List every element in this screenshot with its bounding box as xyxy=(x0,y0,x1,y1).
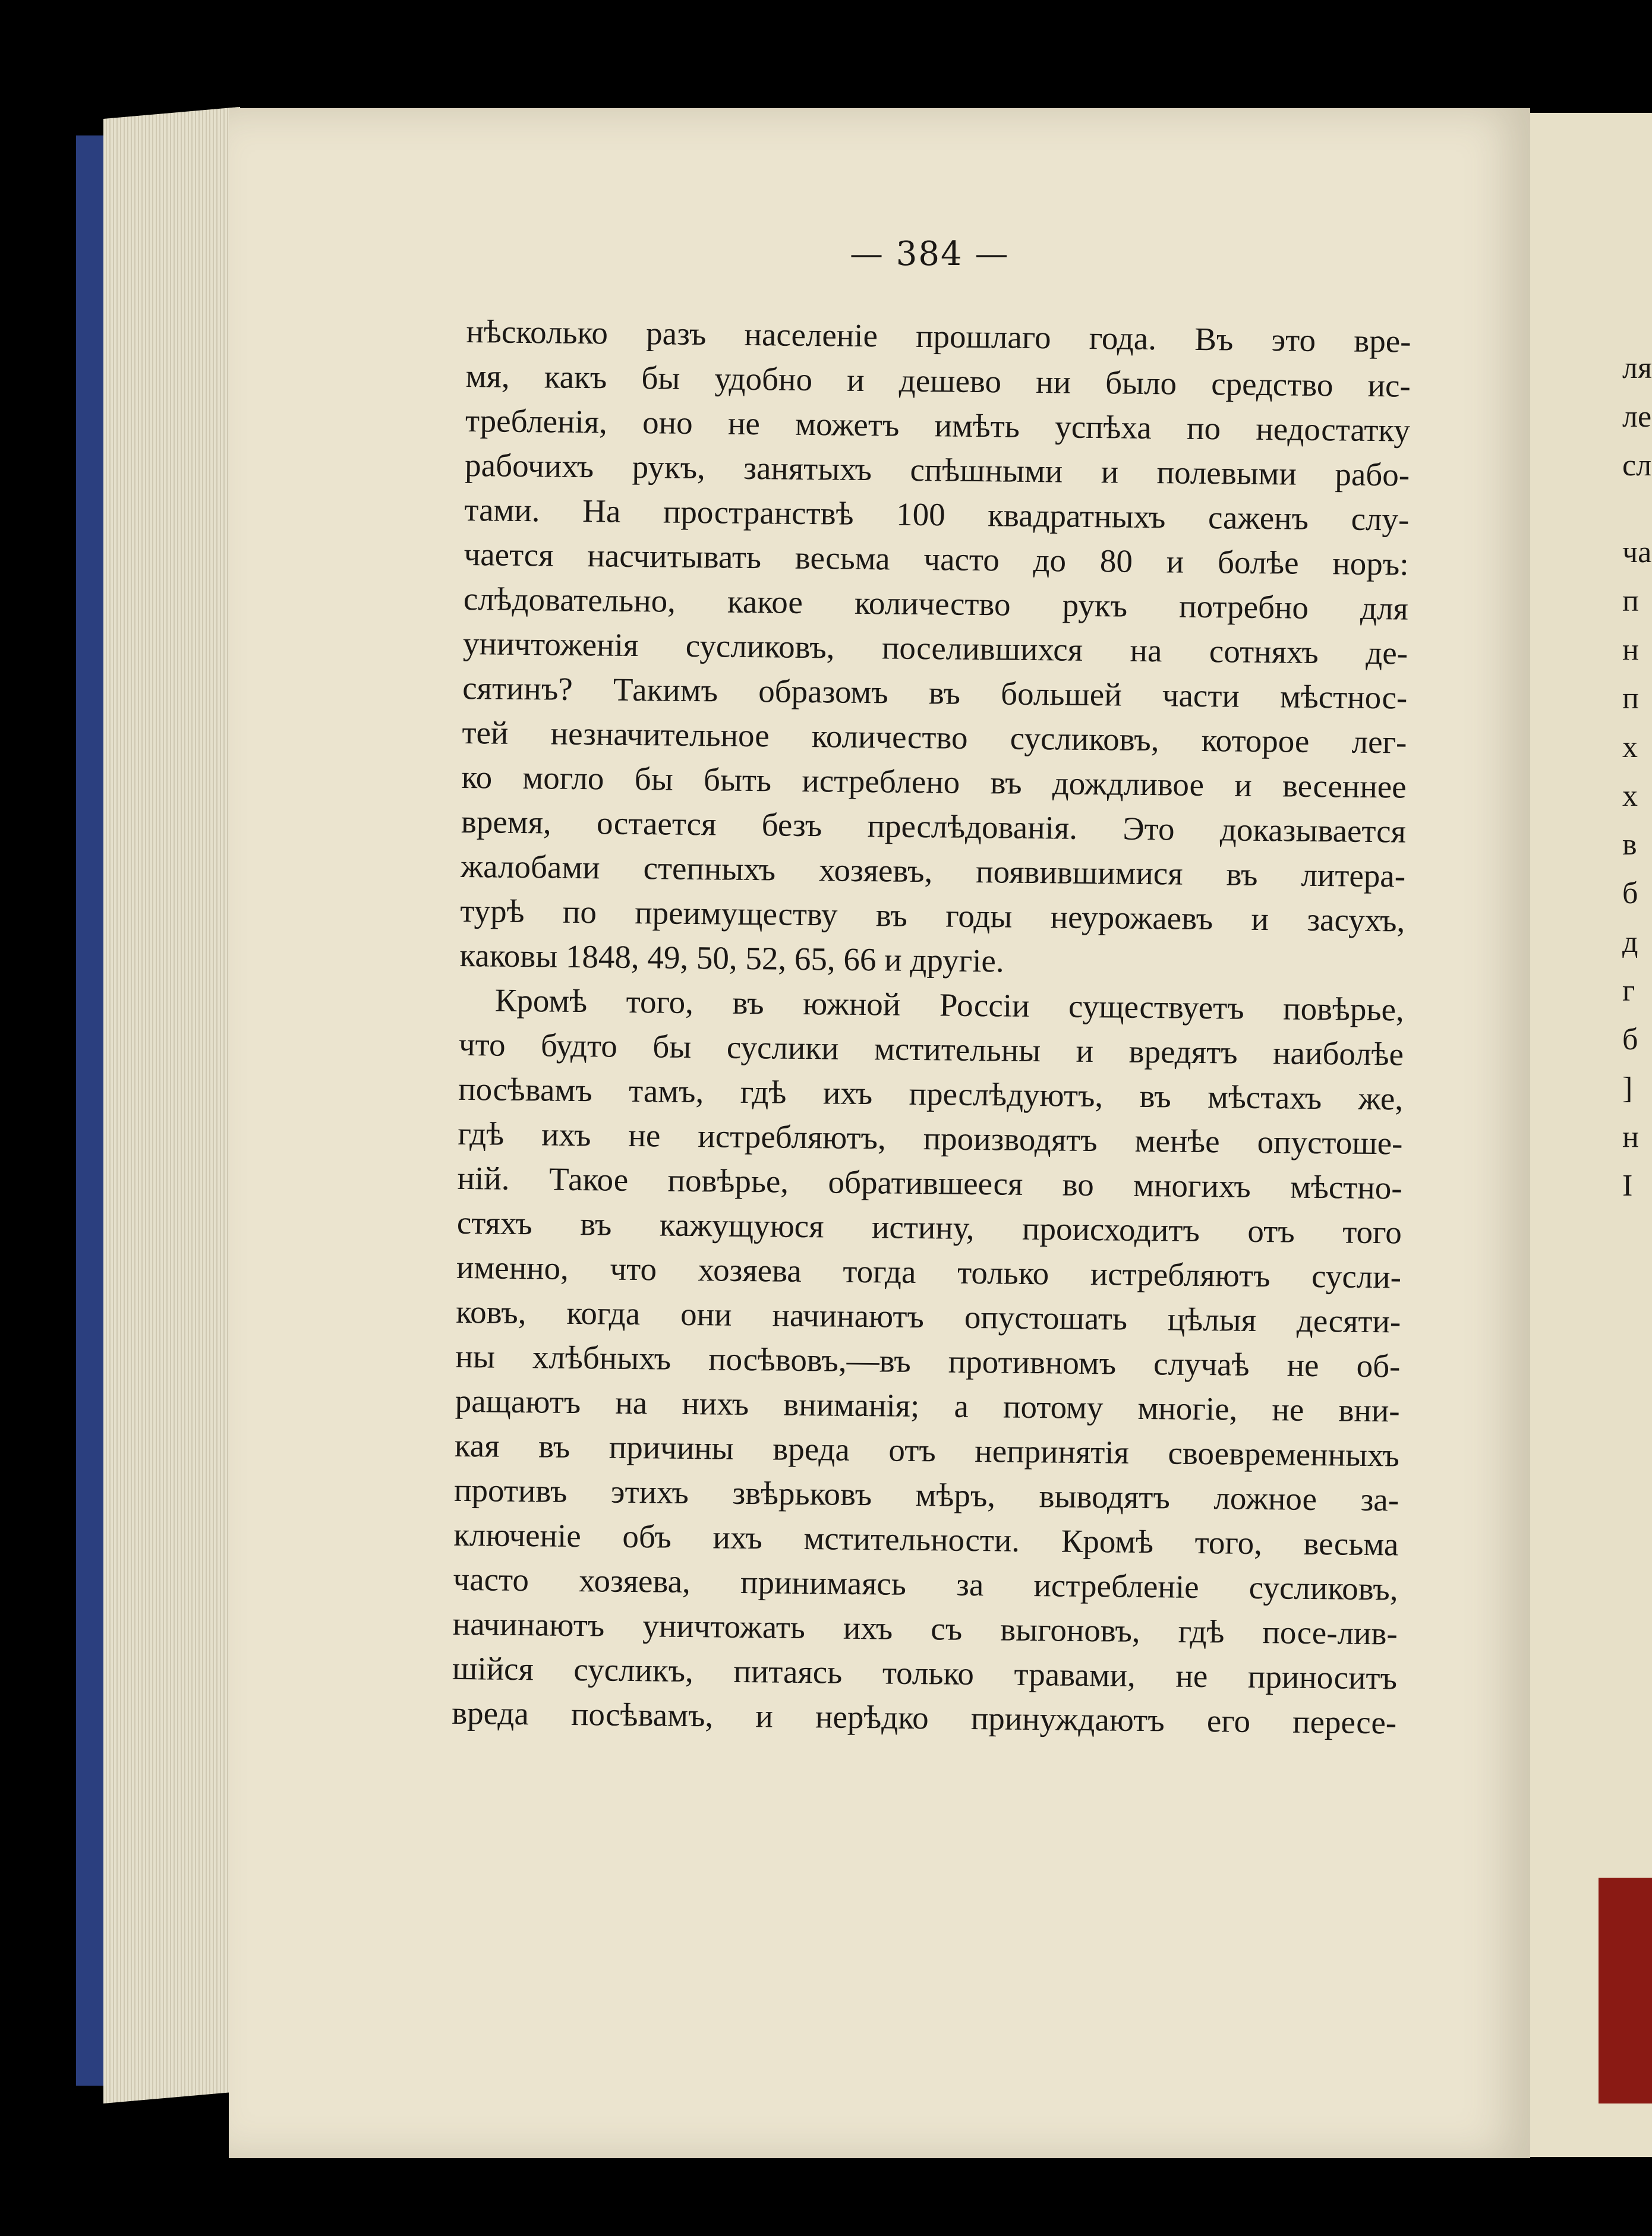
text-line: ращаютъ на нихъ вниманiя; а потому многiе, не вни- xyxy=(455,1382,1400,1429)
text-line: шiйся сусликъ, питаясь только травами, не приноситъ xyxy=(452,1650,1398,1696)
text-line: часто хозяева, принимаясь за истребленiе сусликовъ, xyxy=(453,1560,1398,1607)
text-line: начинаютъ уничтожать ихъ съ выгоновъ, гдѣ посе-лив- xyxy=(452,1605,1398,1652)
text-line: что будто бы суслики мстительны и вредятъ наиболѣе xyxy=(458,1026,1404,1073)
text-line: уничтоженiя сусликовъ, поселившихся на сотняхъ де- xyxy=(462,625,1408,671)
text-line: нiй. Такое повѣрье, обратившееся во многихъ мѣстно- xyxy=(457,1159,1402,1206)
facing-text-fragment: г xyxy=(1622,974,1635,1008)
text-line: стяхъ въ кажущуюся истину, происходитъ отъ того xyxy=(456,1204,1402,1251)
text-line: противъ этихъ звѣрьковъ мѣръ, выводятъ ложное за- xyxy=(453,1471,1399,1518)
text-line: каковы 1848, 49, 50, 52, 65, 66 и другiе. xyxy=(459,936,1004,979)
facing-text-fragment: I xyxy=(1622,1169,1633,1203)
facing-text-fragment: п xyxy=(1622,584,1639,618)
text-line: ко могло бы быть истреблено въ дождливое и весеннее xyxy=(461,758,1407,805)
facing-text-fragment: ле xyxy=(1622,400,1652,434)
facing-text-fragment: н xyxy=(1622,1120,1639,1154)
body-text xyxy=(452,309,1411,1745)
text-line: жалобами степныхъ хозяевъ, появившимися въ литера- xyxy=(460,847,1406,894)
text-line: требленiя, оно не можетъ имѣть успѣха по недостатку xyxy=(465,402,1411,449)
text-line: турѣ по преимуществу въ годы неурожаевъ и засухъ, xyxy=(460,892,1405,939)
text-line: именно, что хозяева тогда только истребляютъ сусли- xyxy=(456,1248,1402,1295)
facing-text-fragment: н xyxy=(1622,633,1639,667)
facing-text-fragment: сл xyxy=(1622,449,1652,482)
facing-text-fragment: х xyxy=(1622,779,1638,813)
facing-text-fragment: в xyxy=(1622,828,1637,862)
text-line: Кромѣ того, въ южной Россiи существуетъ повѣрье, xyxy=(494,982,1405,1028)
facing-text-fragment: д xyxy=(1622,925,1638,959)
text-line: рабочихъ рукъ, занятыхъ спѣшными и полевыми рабо- xyxy=(464,446,1410,493)
page-edges xyxy=(103,107,240,2103)
text-line: кая въ причины вреда отъ непринятiя своевременныхъ xyxy=(454,1427,1400,1474)
facing-text-fragment: б xyxy=(1622,1023,1638,1056)
text-line: слѣдовательно, какое количество рукъ потребно для xyxy=(463,580,1409,627)
text-line: тей незначительное количество сусликовъ, которое лег- xyxy=(462,714,1407,761)
facing-text-fragment: б xyxy=(1622,876,1638,910)
text-line: тами. На пространствѣ 100 квадратныхъ саженъ слу- xyxy=(464,491,1410,538)
text-line: вреда посѣвамъ, и нерѣдко принуждаютъ его пересе- xyxy=(451,1694,1397,1741)
text-line: ны хлѣбныхъ посѣвовъ,—въ противномъ случаѣ не об- xyxy=(455,1338,1401,1385)
facing-text-fragment: ] xyxy=(1622,1071,1633,1105)
text-line: нѣсколько разъ населенiе прошлаго года. Въ это вре- xyxy=(466,313,1411,359)
text-line: сятинъ? Такимъ образомъ въ большей части мѣстнос- xyxy=(462,669,1408,716)
text-line: гдѣ ихъ не истребляютъ, производятъ менѣе опустоше- xyxy=(458,1115,1403,1162)
page-number: — 384 — xyxy=(850,235,1010,273)
text-line: ковъ, когда они начинаютъ опустошать цѣлыя десяти- xyxy=(456,1293,1401,1340)
text-line: ключенiе объ ихъ мстительности. Кромѣ того, весьма xyxy=(453,1516,1399,1563)
facing-text-fragment: х xyxy=(1622,730,1638,764)
text-line: мя, какъ бы удобно и дешево ни было средство ис- xyxy=(465,357,1411,404)
text-line: посѣвамъ тамъ, гдѣ ихъ преслѣдуютъ, въ мѣстахъ же, xyxy=(458,1070,1404,1117)
facing-text-fragment: п xyxy=(1622,682,1639,715)
text-line: время, остается безъ преслѣдованiя. Это доказывается xyxy=(461,803,1407,850)
text-line: чается насчитывать весьма часто до 80 и болѣе норъ: xyxy=(464,535,1409,582)
red-page-edge xyxy=(1599,1878,1652,2103)
facing-text-fragment: ча xyxy=(1622,535,1652,569)
book-spine xyxy=(76,135,107,2086)
facing-text-fragment: ля xyxy=(1622,351,1652,385)
